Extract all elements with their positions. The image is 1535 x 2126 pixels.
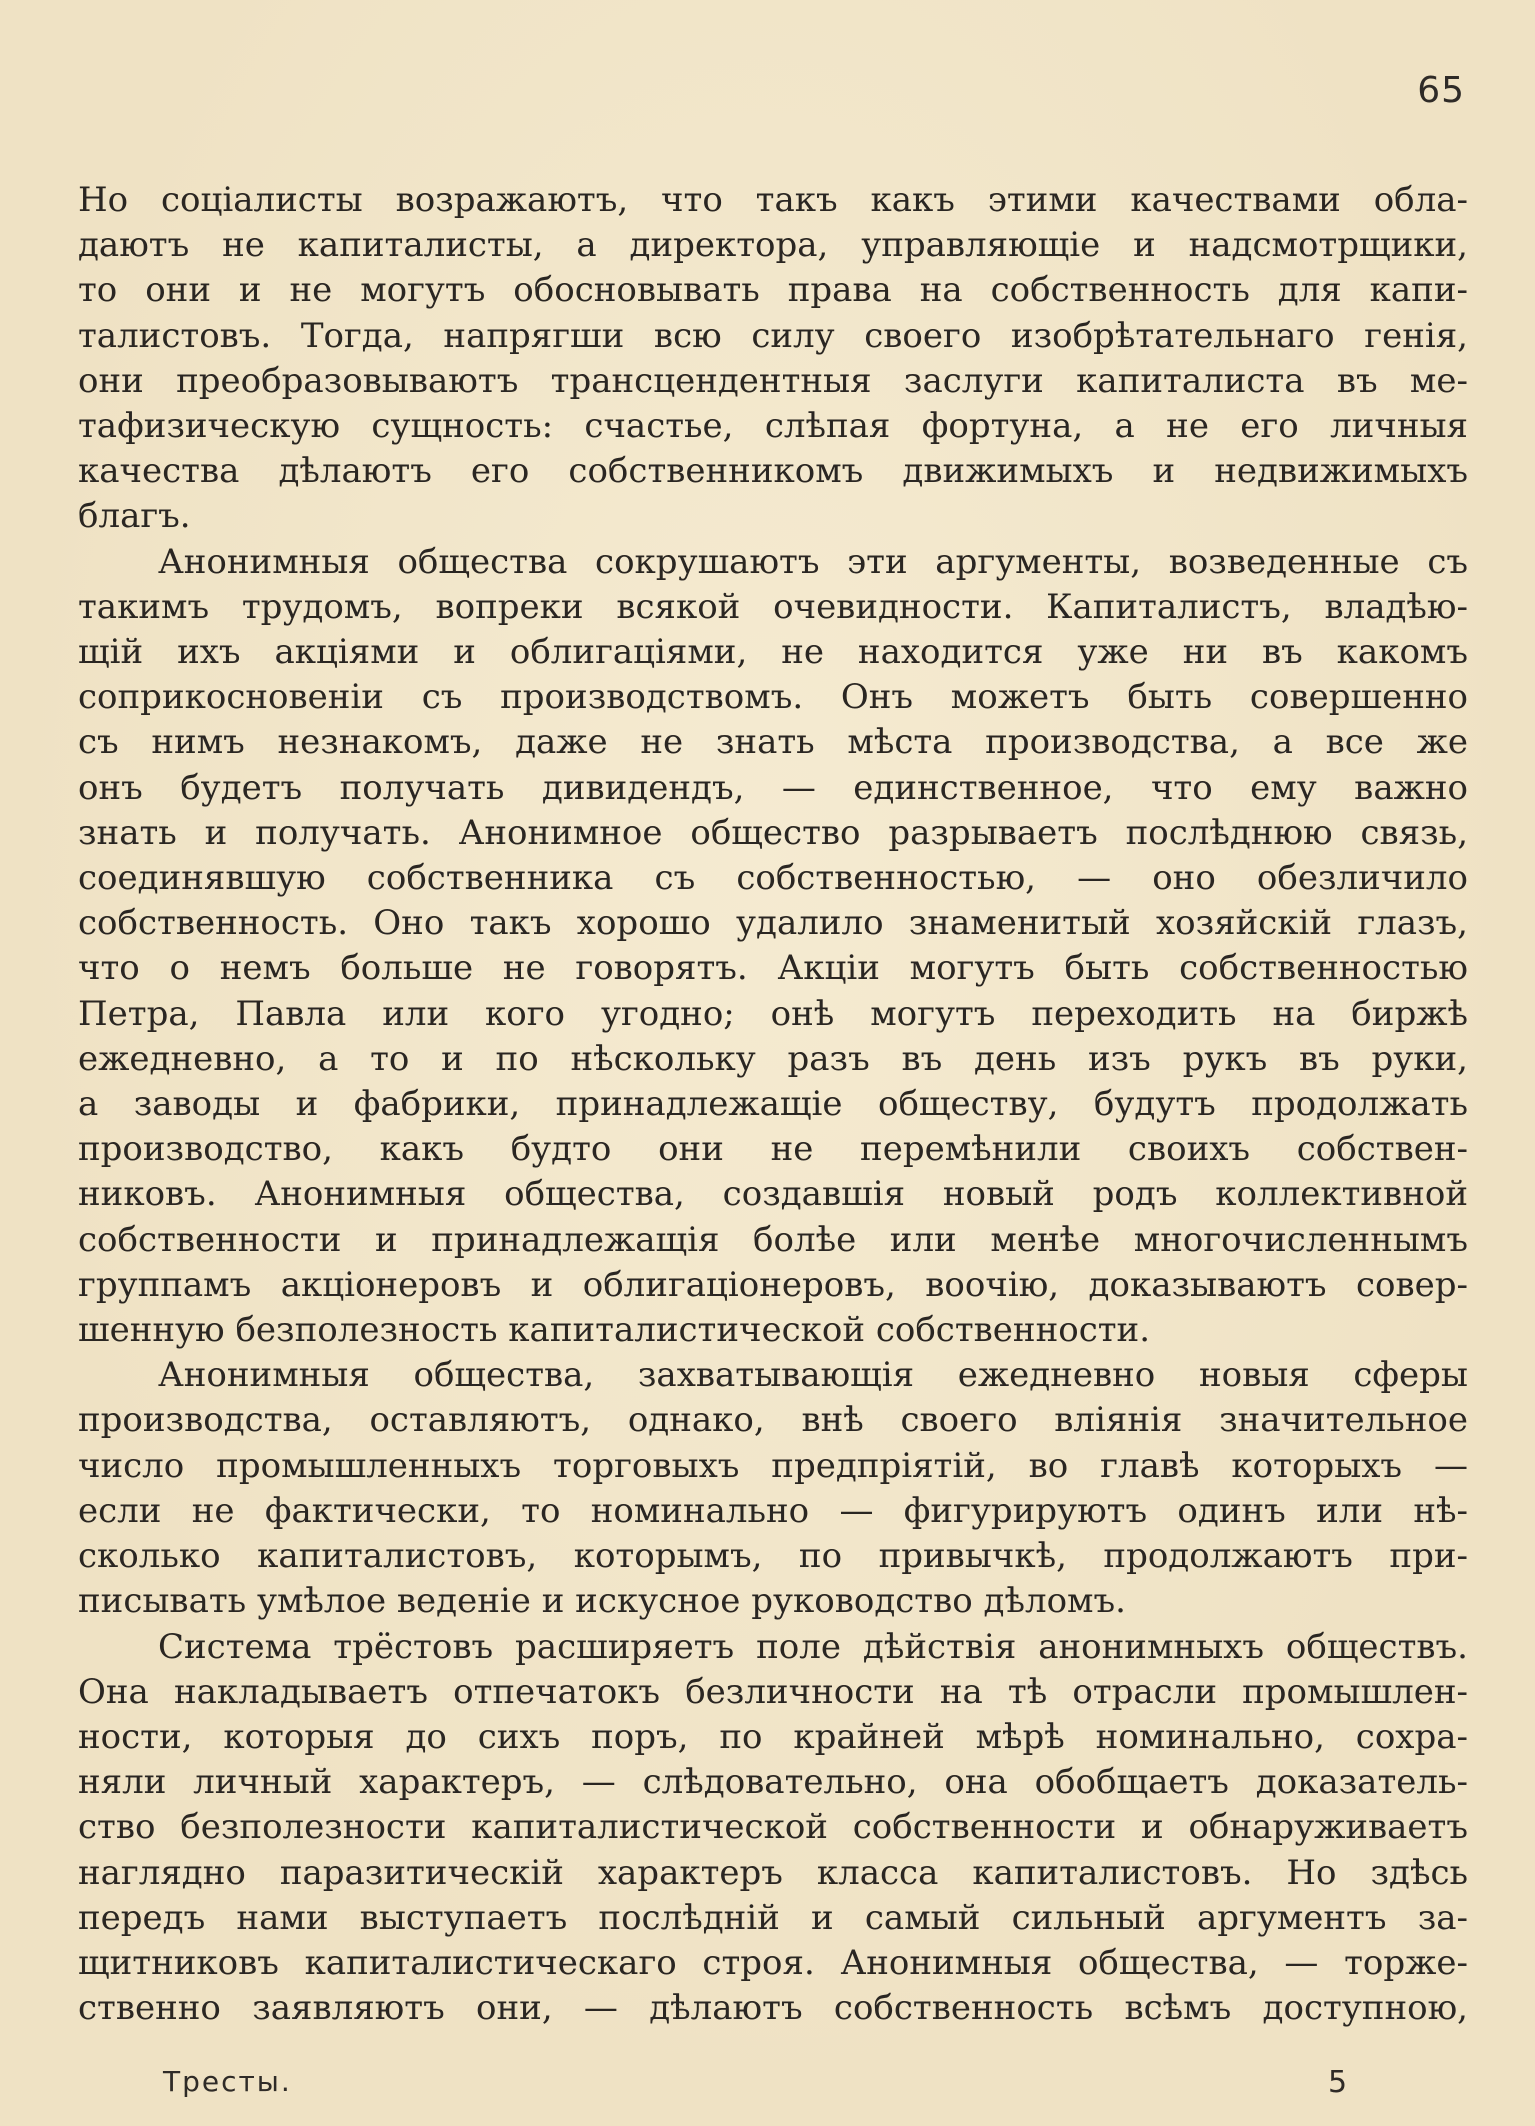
text-line: шенную безполезность капиталистической собственности. <box>78 1310 1151 1351</box>
text-line: они преобразовываютъ трансцендентныя заслуги капиталиста въ ме- <box>78 360 1468 401</box>
text-line: писывать умѣлое веденіе и искусное руководство дѣломъ. <box>78 1581 1126 1622</box>
text-line: Анонимныя общества, захватывающія ежедневно новыя сферы <box>158 1355 1468 1396</box>
text-line: что о немъ больше не говорятъ. Акціи могутъ быть собственностью <box>78 948 1468 989</box>
text-line: щитниковъ капиталистическаго строя. Анонимныя общества, — торже- <box>78 1942 1468 1983</box>
text-line: производства, оставляютъ, однако, внѣ своего вліянія значительное <box>78 1400 1468 1441</box>
body-text <box>78 178 1468 2031</box>
text-line: съ нимъ незнакомъ, даже не знать мѣста производства, а все же <box>78 722 1468 763</box>
text-line: щій ихъ акціями и облигаціями, не находится уже ни въ какомъ <box>78 632 1468 673</box>
text-line: Она накладываетъ отпечатокъ безличности на тѣ отрасли промышлен- <box>78 1671 1468 1712</box>
text-line: Петра, Павла или кого угодно; онѣ могутъ переходить на биржѣ <box>78 993 1468 1034</box>
text-line: производство, какъ будто они не перемѣнили своихъ собствен- <box>78 1129 1468 1170</box>
text-line: талистовъ. Тогда, напрягши всю силу своего изобрѣтательнаго генія, <box>78 315 1468 356</box>
text-line: няли личный характеръ, — слѣдовательно, она обобщаетъ доказатель- <box>78 1762 1468 1803</box>
text-line: группамъ акціонеровъ и облигаціонеровъ, воочію, доказываютъ совер- <box>78 1264 1468 1305</box>
text-line: то они и не могутъ обосновывать права на собственность для капи- <box>78 270 1468 311</box>
text-line: никовъ. Анонимныя общества, создавшія новый родъ коллективной <box>78 1174 1468 1215</box>
text-line: онъ будетъ получать дивидендъ, — единственное, что ему важно <box>78 767 1468 808</box>
text-line: Система трёстовъ расширяетъ поле дѣйствія анонимныхъ обществъ. <box>158 1626 1468 1667</box>
text-line: ственно заявляютъ они, — дѣлаютъ собственность всѣмъ доступною, <box>78 1988 1468 2029</box>
text-line: число промышленныхъ торговыхъ предпріятій, во главѣ которыхъ — <box>78 1445 1468 1486</box>
paragraph-2 <box>78 540 1468 1354</box>
text-line: передъ нами выступаетъ послѣдній и самый сильный аргументъ за- <box>78 1897 1468 1938</box>
text-line: соприкосновеніи съ производствомъ. Онъ можетъ быть совершенно <box>78 677 1468 718</box>
text-line: знать и получать. Анонимное общество разрываетъ послѣднюю связь, <box>78 812 1468 853</box>
paragraph-3 <box>78 1353 1468 1624</box>
text-line: Анонимныя общества сокрушаютъ эти аргументы, возведенные съ <box>158 541 1468 582</box>
text-line: тафизическую сущность: счастье, слѣпая фортуна, а не его личныя <box>78 406 1468 447</box>
text-line: ство безполезности капиталистической собственности и обнаруживаетъ <box>78 1807 1468 1848</box>
page-number: 65 <box>1417 70 1465 111</box>
text-line: сколько капиталистовъ, которымъ, по привычкѣ, продолжаютъ при- <box>78 1536 1468 1577</box>
text-line: ежедневно, а то и по нѣскольку разъ въ день изъ рукъ въ руки, <box>78 1038 1468 1079</box>
text-line: Но соціалисты возражаютъ, что такъ какъ этими качествами обла- <box>78 180 1468 220</box>
text-line: собственность. Оно такъ хорошо удалило знаменитый хозяйскій глазъ, <box>78 903 1468 944</box>
text-line: наглядно паразитическій характеръ класса капиталистовъ. Но здѣсь <box>78 1852 1468 1893</box>
footer-signature: Тресты. <box>163 2065 292 2098</box>
footer-sheet-number: 5 <box>1328 2065 1348 2100</box>
page-footer <box>0 2065 1535 2105</box>
paragraph-1 <box>78 178 1468 540</box>
text-line: благъ. <box>78 496 191 537</box>
text-line: собственности и принадлежащія болѣе или менѣе многочисленнымъ <box>78 1219 1468 1260</box>
text-line: даютъ не капиталисты, а директора, управляющіе и надсмотрщики, <box>78 225 1468 266</box>
text-line: такимъ трудомъ, вопреки всякой очевидности. Капиталистъ, владѣю- <box>78 586 1468 627</box>
text-line: ности, которыя до сихъ поръ, по крайней мѣрѣ номинально, сохра- <box>78 1716 1468 1757</box>
text-line: соединявшую собственника съ собственностью, — оно обезличило <box>78 858 1468 899</box>
text-line: качества дѣлаютъ его собственникомъ движимыхъ и недвижимыхъ <box>78 451 1468 492</box>
text-line: если не фактически, то номинально — фигурируютъ одинъ или нѣ- <box>78 1490 1468 1531</box>
text-line: а заводы и фабрики, принадлежащіе обществу, будутъ продолжать <box>78 1084 1468 1125</box>
paragraph-4 <box>78 1625 1468 2032</box>
